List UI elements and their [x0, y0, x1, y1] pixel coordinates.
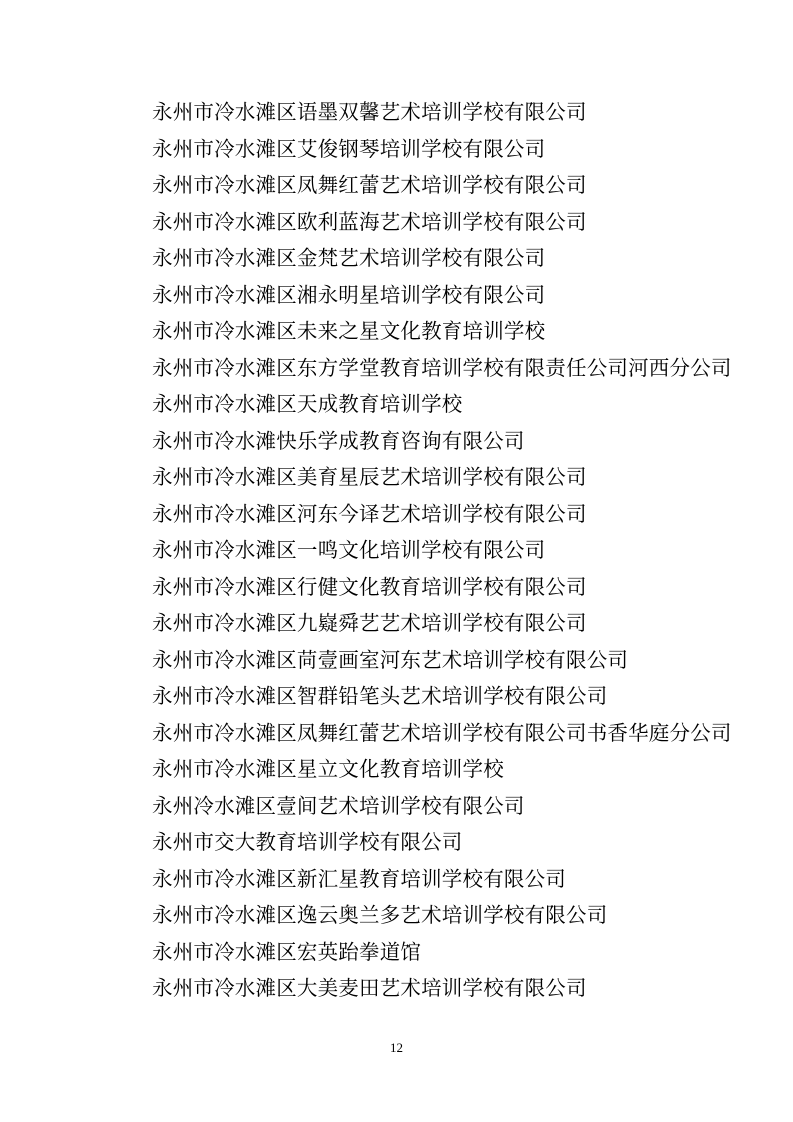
- list-item: 永州市冷水滩区艾俊钢琴培训学校有限公司: [152, 138, 546, 161]
- list-item: 永州市冷水滩区金梵艺术培训学校有限公司: [152, 248, 546, 270]
- list-item: 永州市冷水滩区一鸣文化培训学校有限公司: [152, 540, 546, 562]
- list-item: 永州市冷水滩区语墨双馨艺术培训学校有限公司: [152, 102, 587, 124]
- document-body: [152, 95, 732, 1008]
- list-item: 永州市冷水滩区新汇星教育培训学校有限公司: [152, 868, 566, 891]
- list-item: 永州市冷水滩区行健文化教育培训学校有限公司: [152, 576, 587, 599]
- list-item: 永州市冷水滩区宏英跆拳道馆: [152, 941, 422, 964]
- list-item: 永州市冷水滩区未来之星文化教育培训学校: [152, 321, 546, 343]
- list-item: 永州市冷水滩区湘永明星培训学校有限公司: [152, 284, 546, 307]
- list-item: 永州市冷水滩区苘壹画室河东艺术培训学校有限公司: [152, 649, 629, 672]
- list-item: 永州市冷水滩区大美麦田艺术培训学校有限公司: [152, 978, 587, 1000]
- list-item: 永州市冷水滩区九嶷舜艺艺术培训学校有限公司: [152, 613, 587, 635]
- list-item: 永州市冷水滩区欧利蓝海艺术培训学校有限公司: [152, 211, 587, 234]
- list-item: 永州市冷水滩区河东今译艺术培训学校有限公司: [152, 503, 587, 526]
- list-item: 永州市冷水滩区天成教育培训学校: [152, 394, 463, 416]
- list-item: 永州市冷水滩区凤舞红蕾艺术培训学校有限公司书香华庭分公司: [152, 722, 732, 745]
- list-item: 永州市冷水滩快乐学成教育咨询有限公司: [152, 430, 525, 453]
- list-item: 永州市交大教育培训学校有限公司: [152, 832, 463, 854]
- list-item: 永州市冷水滩区凤舞红蕾艺术培训学校有限公司: [152, 175, 587, 197]
- list-item: 永州市冷水滩区美育星辰艺术培训学校有限公司: [152, 467, 587, 489]
- list-item: 永州市冷水滩区星立文化教育培训学校: [152, 759, 504, 781]
- list-item: 永州冷水滩区壹间艺术培训学校有限公司: [152, 795, 525, 818]
- page-number: 12: [390, 1040, 403, 1055]
- list-item: 永州市冷水滩区智群铅笔头艺术培训学校有限公司: [152, 686, 608, 708]
- list-item: 永州市冷水滩区东方学堂教育培训学校有限责任公司河西分公司: [152, 357, 732, 380]
- list-item: 永州市冷水滩区逸云奥兰多艺术培训学校有限公司: [152, 905, 608, 927]
